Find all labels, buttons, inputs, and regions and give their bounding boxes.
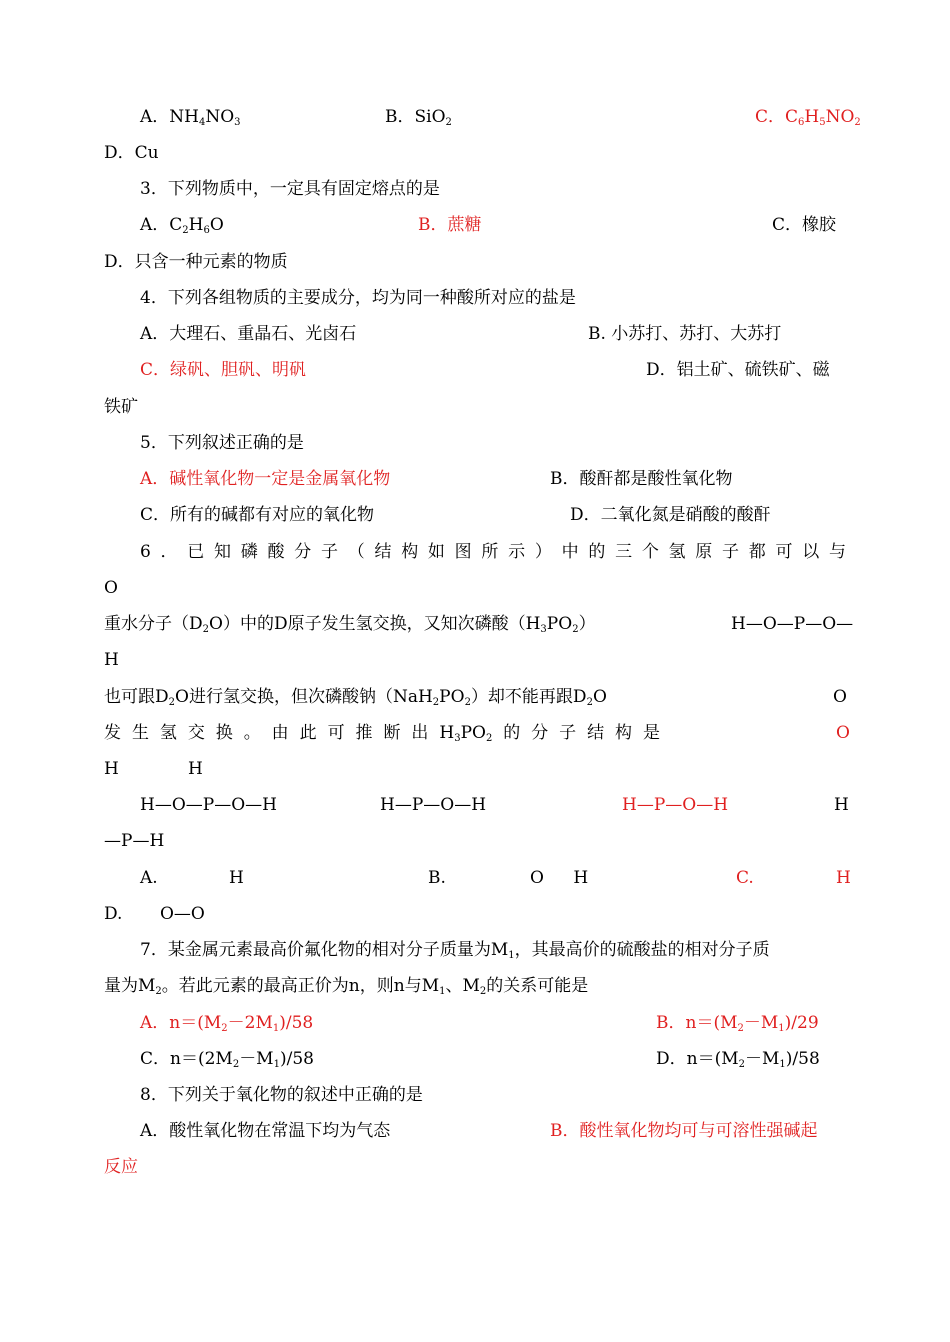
q6-stem-line3: 也可跟$D_2O$进行氢交换，但次磷酸钠$(NaH_2PO_2)$却不能再跟$D_2O$ [104,687,607,708]
q6-structure-o-bottom: O [833,687,847,707]
q6-option-a-top-h: H [104,759,119,779]
q7-option-b: B．$n=(M_2-M_1)/29$ [656,1013,819,1034]
q6-option-b-bottom: O H [530,868,589,888]
q4-option-c: C．绿矾、胆矾、明矾 [140,360,307,380]
q6-stem-line1: 6．已知磷酸分子（结构如图所示）中的三个氢原子都可以与 [140,542,846,562]
q6-stem-line2: 重水分子$(D_2O)$中的D原子发生氢交换，又知次磷酸$(H_3PO_2)$ [104,614,596,635]
q8-option-a: A．酸性氧化物在常温下均为气态 [140,1121,391,1141]
q6-option-d-bottom: O—O [160,904,205,924]
q2-option-b: B．SiO$_2$ [385,107,452,128]
q7-stem-line1: 7．某金属元素最高价氟化物的相对分子质量为$M_1$，其最高价的硫酸盐的相对分子质 [140,940,770,961]
q6-option-d-structure-start: H [834,795,849,815]
q6-option-c-bottom: H [836,868,851,888]
q2-option-c: C．$C_6H_5NO_2$ [755,107,861,128]
q5-option-c: C．所有的碱都有对应的氧化物 [140,505,375,525]
q6-structure-h: H [104,650,119,670]
q7-option-a: A．$n=(M_2-2M_1)/58$ [140,1013,314,1034]
q8-stem: 8．下列关于氧化物的叙述中正确的是 [140,1085,423,1105]
q4-option-d-continued: 铁矿 [104,397,138,417]
q6-option-c-top-o: O [836,723,850,743]
q7-option-d: D．$n=(M_2-M_1)/58$ [656,1049,820,1070]
q4-option-a: A．大理石、重晶石、光卤石 [140,324,357,344]
q8-option-b: B．酸性氧化物均可与可溶性强碱起 [550,1121,818,1141]
q6-option-c-structure: H—P—O—H [622,795,729,815]
q6-option-b-structure: H—P—O—H [380,795,487,815]
q6-stem-line4: 发生氢交换。由此可推断出$H_3PO_2$的分子结构是 [104,723,661,744]
q6-structure-o-top: O [104,578,118,598]
q3-option-b: B．蔗糖 [418,215,482,235]
q3-option-a: A．$C_2H_6O$ [140,215,224,236]
q4-stem: 4．下列各组物质的主要成分，均为同一种酸所对应的盐是 [140,288,576,308]
q7-option-c: C．$n=(2M_2-M_1)/58$ [140,1049,314,1070]
q5-option-d: D．二氧化氮是硝酸的酸酐 [570,505,771,525]
q5-stem: 5．下列叙述正确的是 [140,433,304,453]
q3-option-d: D．只含一种元素的物质 [104,252,288,272]
q2-option-d: D．Cu [104,143,159,163]
q5-option-b: B．酸酐都是酸性氧化物 [550,469,733,489]
q7-stem-line2: 量为$M_2$。若此元素的最高正价为n，则n与$M_1$、$M_2$的关系可能是 [104,976,589,997]
q4-option-d: D．铝土矿、硫铁矿、磁 [646,360,830,380]
q6-option-b-top-h: H [188,759,203,779]
q6-option-a-bottom: H [229,868,244,888]
q2-option-a: A．$NH_4NO_3$ [140,107,241,128]
q6-option-d-structure-end: —P—H [104,831,165,851]
q6-structure-main: H—O—P—O— [731,614,854,634]
q8-option-b-continued: 反应 [104,1157,138,1177]
q6-option-c-label: C. [736,868,754,888]
q6-option-b-label: B. [428,868,446,888]
q3-stem: 3．下列物质中，一定具有固定熔点的是 [140,179,440,199]
q5-option-a: A．碱性氧化物一定是金属氧化物 [140,469,391,489]
q6-option-a-structure: H—O—P—O—H [140,795,277,815]
q3-option-c: C．橡胶 [772,215,837,235]
q4-option-b: B. 小苏打、苏打、大苏打 [588,324,782,344]
q6-option-d-label: D. [104,904,123,924]
q6-option-a-label: A. [140,868,158,888]
